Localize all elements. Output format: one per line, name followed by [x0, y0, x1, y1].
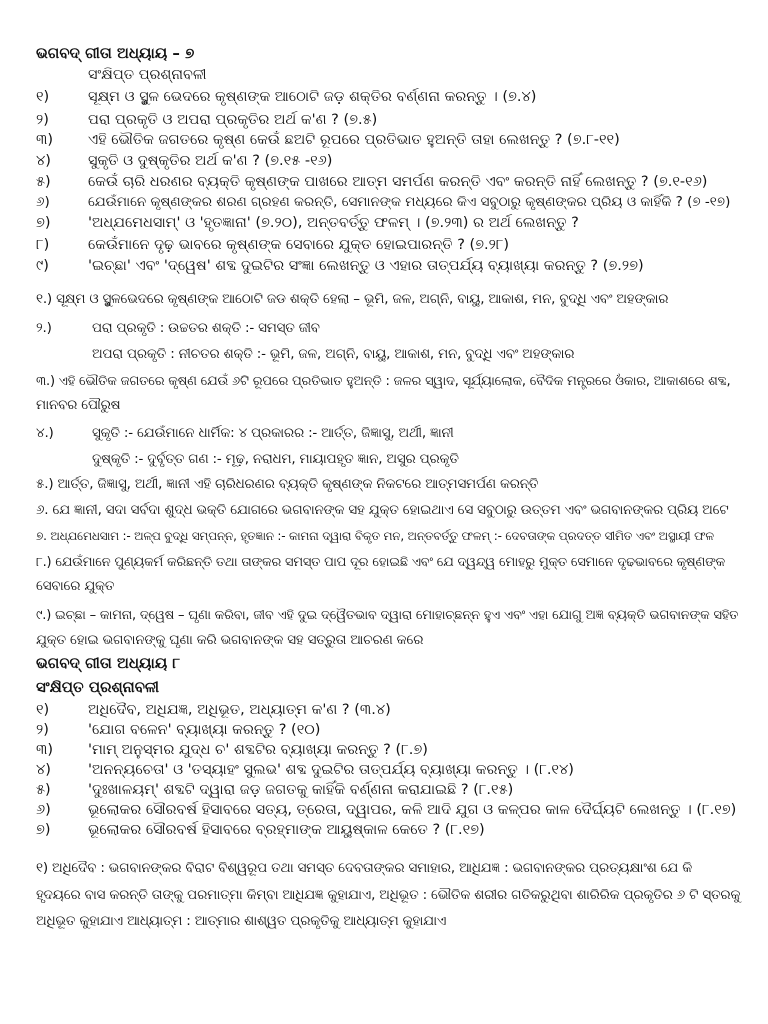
chapter-7-title: ଭଗବଦ୍ ଗୀତା ଅଧ୍ୟାୟ – ୭: [36, 44, 195, 62]
list-item: ୩.) ଏହି ଭୌତିକ ଜଗତରେ କୃଷ୍ଣ ଯେଉଁ ୬ଟି ରୂପରେ ପ୍ରତିଭାତ ହୁଅନ୍ତି : ଜଳର ସ୍ୱାଦ, ସୂର୍ଯ୍ୟାଲୋକ, ବୈଦିକ ମନ୍ତ୍ରରେ ଓଁକାର, ଆକାଶରେ ଶବ୍ଦ,: [36, 374, 731, 389]
list-item: ୧) ଅଧିଦୈବ, ଅଧିଯଜ୍ଞ, ଅଧିଭୂତ, ଅଧ୍ୟାତ୍ମ କ'ଣ ? (୩.୪): [36, 702, 391, 718]
list-item: ୮) କେଉଁମାନେ ଦୃଢ଼ ଭାବରେ କୃଷ୍ଣଙ୍କ ସେବାରେ ଯୁକ୍ତ ହୋଇପାରନ୍ତି ? (୭.୨୮): [36, 237, 510, 253]
list-item: ୧.) ସୂକ୍ଷ୍ମ ଓ ସ୍ଥୁଳଭେଦରେ କୃଷ୍ଣଙ୍କ ଆଠୋଟି ଜଡ ଶକ୍ତି ହେଲା – ଭୂମି, ଜଳ, ଅଗ୍ନି, ବାୟୁ, ଆକାଶ, ମନ, ବୁଦ୍ଧି ଏବଂ ଅହଙ୍କାର: [36, 291, 669, 307]
list-item: ୬. ଯେ ଜ୍ଞାନୀ, ସଦା ସର୍ବଦା ଶୁଦ୍ଧ ଭକ୍ତି ଯୋଗରେ ଭଗବାନଙ୍କ ସହ ଯୁକ୍ତ ହୋଇଥାଏ ସେ ସବୁଠାରୁ ଉତ୍ତମ ଏବଂ ଭଗବାନଙ୍କର ପ୍ରିୟ ଅଟେ: [36, 502, 729, 518]
list-item: ସେବାରେ ଯୁକ୍ତ: [36, 578, 115, 594]
list-item: ୪) ସୁକୃତି ଓ ଦୁଷ୍କୃତିର ଅର୍ଥ କ'ଣ ? (୭.୧୫ -୧୬): [36, 153, 333, 169]
list-item: ୭) 'ଅଧ୍ଯମେଧସାମ୍' ଓ 'ହୃତଜ୍ଞାନା' (୭.୨୦), ଅନ୍ତବର୍ତ୍ତୁ ଫଳମ୍ । (୭.୨୩) ର ଅର୍ଥ ଲେଖନ୍ତୁ ?: [36, 215, 579, 231]
list-item: ୯.) ଇଚ୍ଛା – କାମନା, ଦ୍ୱେଷ – ଘୃଣା କରିବା, ଜୀବ ଏହି ଦୁଇ ଦ୍ୱୈତଭାବ ଦ୍ୱାରା ମୋହାଚ୍ଛନ୍ନ ହୁଏ ଏବଂ ଏହା ଯୋଗୁ ଅଜ୍ଞ ବ୍ୟକ୍ତି ଭଗବାନଙ୍କ ସହିତ: [36, 608, 739, 623]
list-item: ୫.) ଆର୍ତ୍ତ, ଜିଜ୍ଞାସୁ, ଅର୍ଥୀ, ଜ୍ଞାନୀ ଏହି ଚାରିଧରଣର ବ୍ୟକ୍ତି କୃଷ୍ଣଙ୍କ ନିକଟରେ ଆତ୍ମସମର୍ପଣ କରନ୍ତି: [36, 476, 539, 492]
list-item: ୨.): [36, 320, 52, 336]
list-item: ୪) 'ଅନନ୍ୟଚେତା' ଓ 'ତସ୍ୟାହଂ ସୁଲଭ' ଶବ୍ଦ ଦୁଇଟିର ତାତ୍ପର୍ଯ୍ୟ ବ୍ୟାଖ୍ୟା କରନ୍ତୁ । (୮.୧୪): [36, 762, 574, 778]
list-item: ଯୁକ୍ତ ହୋଇ ଭଗବାନଙ୍କୁ ଘୃଣା କରି ଭଗବାନଙ୍କ ସହ ସତ୍ରୁତା ଆଚରଣ କରେ: [36, 632, 424, 648]
list-item: ଦୁଷ୍କୃତି :- ଦୁର୍ବୃତ୍ତ ଗଣ :- ମୂଢ଼, ନରାଧମ, ମାୟାପହୃତ ଜ୍ଞାନ, ଅସୁର ପ୍ରକୃତି: [92, 451, 459, 467]
list-item: ୫) 'ଦୁଃଖାଳୟମ୍' ଶବ୍ଦଟି ଦ୍ୱାରା ଜଡ଼ ଜଗତକୁ କାହିଁକି ବର୍ଣ୍ଣନା କରାଯାଇଛି ? (୮.୧୫): [36, 782, 514, 798]
list-item: ୧) ଅଧିଦୈବ : ଭଗବାନଙ୍କର ବିରାଟ ବିଶ୍ୱରୂପ ତଥା ସମସ୍ତ ଦେବତାଙ୍କର ସମାହାର, ଆଧିଯଜ୍ଞ : ଭଗବାନଙ୍କର ପ୍ରତ୍ୟକ୍ଷାଂଶ ଯେ କି: [36, 860, 692, 876]
chapter-8-subtitle: ସଂକ୍ଷିପ୍ତ ପ୍ରଶ୍ନାବଳୀ: [36, 678, 160, 696]
list-item: ୪.): [36, 425, 54, 441]
list-item: ୧) ସୂକ୍ଷ୍ମ ଓ ସ୍ଥୁଳ ଭେଦରେ କୃଷ୍ଣଙ୍କ ଆଠୋଟି ଜଡ଼ ଶକ୍ତିର ବର୍ଣ୍ଣନା କରନ୍ତୁ । (୭.୪): [36, 89, 537, 105]
list-item: ୫) କେଉଁ ଚାରି ଧରଣର ବ୍ୟକ୍ତି କୃଷ୍ଣଙ୍କ ପାଖରେ ଆତ୍ମ ସମର୍ପଣ କରନ୍ତି ଏବଂ କରନ୍ତି ନାହିଁ ଲେଖନ୍ତୁ ? (୭.୧-୧୬): [36, 174, 708, 190]
list-item: ହୃଦୟରେ ବାସ କରନ୍ତି ତାଙ୍କୁ ପରମାତ୍ମା କିମ୍ବା ଆଧିଯଜ୍ଞ କୁହାଯାଏ, ଅଧିଭୂତ : ଭୌତିକ ଶରୀର ଗତିକରୁଥିବା ଶାରିରିକ ପ୍ରକୃତିର ୬ ଟି ସ୍ତରକୁ: [36, 887, 741, 903]
list-item: ୭. ଅଧ୍ଯମେଧସାମ :- ଅଳ୍ପ ବୁଦ୍ଧି ସମ୍ପନ୍ନ, ହୃତଜ୍ଞାନ :- କାମନା ଦ୍ୱାରା ବିକୃତ ମନ, ଅନ୍ତବର୍ତ୍ତୁ ଫଳମ୍ :- ଦେବତାଙ୍କ ପ୍ରଦତ୍ତ ସୀମିତ ଏବଂ ଅସ୍ଥାୟୀ ଫଳ: [36, 529, 714, 543]
chapter-7-subtitle: ସଂକ୍ଷିପ୍ତ ପ୍ରଶ୍ନାବଳୀ: [88, 67, 207, 83]
list-item: ମାନବର ପୌରୁଷ: [36, 397, 121, 413]
list-item: ୬) ଭୂଲୋକର ସୌରବର୍ଷ ହିସାବରେ ସତ୍ୟ, ତ୍ରେତା, ଦ୍ୱାପର, କଳି ଆଦି ଯୁଗ ଓ କଳ୍ପର କାଳ ଦୈର୍ଘ୍ୟଟି ଲେଖନ୍ତୁ । (୮.୧୭): [36, 802, 737, 818]
list-item: ୨) 'ଯୋଗ ବଳେନ' ବ୍ୟାଖ୍ୟା କରନ୍ତୁ ? (୧୦): [36, 722, 321, 738]
list-item: ୯) 'ଇଚ୍ଛା' ଏବଂ 'ଦ୍ୱେଷ' ଶବ୍ଦ ଦୁଇଟିର ସଂଜ୍ଞା ଲେଖନ୍ତୁ ଓ ଏହାର ତାତ୍ପର୍ଯ୍ୟ ବ୍ୟାଖ୍ୟା କରନ୍ତୁ ? (୭.୨୭): [36, 258, 644, 274]
list-item: ୨) ପରା ପ୍ରକୃତି ଓ ଅପରା ପ୍ରକୃତିର ଅର୍ଥ କ'ଣ ? (୭.୫): [36, 112, 378, 128]
list-item: ସୁକୃତି :- ଯେଉଁମାନେ ଧାର୍ମିକ: ୪ ପ୍ରକାରର :- ଆର୍ତ୍ତ, ଜିଜ୍ଞାସୁ, ଅର୍ଥୀ, ଜ୍ଞାନୀ: [92, 425, 454, 441]
list-item: ୩) 'ମାମ୍ ଅନୁସ୍ମର ଯୁଦ୍ଧ ଚ' ଶବ୍ଦଟିର ବ୍ୟାଖ୍ୟା କରନ୍ତୁ ? (୮.୭): [36, 742, 428, 758]
list-item: ପରା ପ୍ରକୃତି : ଉଚ୍ଚତର ଶକ୍ତି :- ସମସ୍ତ ଜୀବ: [92, 320, 320, 336]
list-item: ୩) ଏହି ଭୌତିକ ଜଗତରେ କୃଷ୍ଣ କେଉଁ ଛଅଟି ରୂପରେ ପ୍ରତିଭାତ ହୁଅନ୍ତି ତାହା ଲେଖନ୍ତୁ ? (୭.୮-୧୧): [36, 132, 620, 148]
list-item: ଅଧିଭୂତ କୁହାଯାଏ ଆଧ୍ୟାତ୍ମ : ଆତ୍ମାର ଶାଶ୍ୱତ ପ୍ରକୃତିକୁ ଆଧ୍ୟାତ୍ମ କୁହାଯାଏ: [36, 913, 447, 929]
list-item: ଅପରା ପ୍ରକୃତି : ନୀଚତର ଶକ୍ତି :- ଭୂମି, ଜଳ, ଅଗ୍ନି, ବାୟୁ, ଆକାଶ, ମନ, ବୁଦ୍ଧି ଏବଂ ଅହଙ୍କାର: [92, 346, 575, 362]
chapter-8-title: ଭଗବଦ୍ ଗୀତା ଅଧ୍ୟାୟ ୮: [36, 654, 181, 672]
list-item: ୬) ଯେଉଁମାନେ କୃଷ୍ଣଙ୍କର ଶରଣ ଗ୍ରହଣ କରନ୍ତି, ସେମାନଙ୍କ ମଧ୍ୟରେ କିଏ ସବୁଠାରୁ କୃଷ୍ଣଙ୍କର ପ୍ରିୟ ଓ କାହିଁକି ? (୭ -୧୭): [36, 194, 731, 210]
list-item: ୮.) ଯେଉଁମାନେ ପୁଣ୍ୟକର୍ମ କରିଛନ୍ତି ତଥା ତାଙ୍କର ସମସ୍ତ ପାପ ଦୂର ହୋଇଛି ଏବଂ ଯେ ଦ୍ୱନ୍ଦ୍ୱ ମୋହରୁ ମୁକ୍ତ ସେମାନେ ଦୃଢଭାବରେ କୃଷ୍ଣଙ୍କ: [36, 555, 726, 570]
list-item: ୭) ଭୂଲୋକର ସୌରବର୍ଷ ହିସାବରେ ବ୍ରହ୍ମାଙ୍କ ଆୟୁଷ୍କାଳ କେତେ ? (୮.୧୭): [36, 822, 485, 838]
